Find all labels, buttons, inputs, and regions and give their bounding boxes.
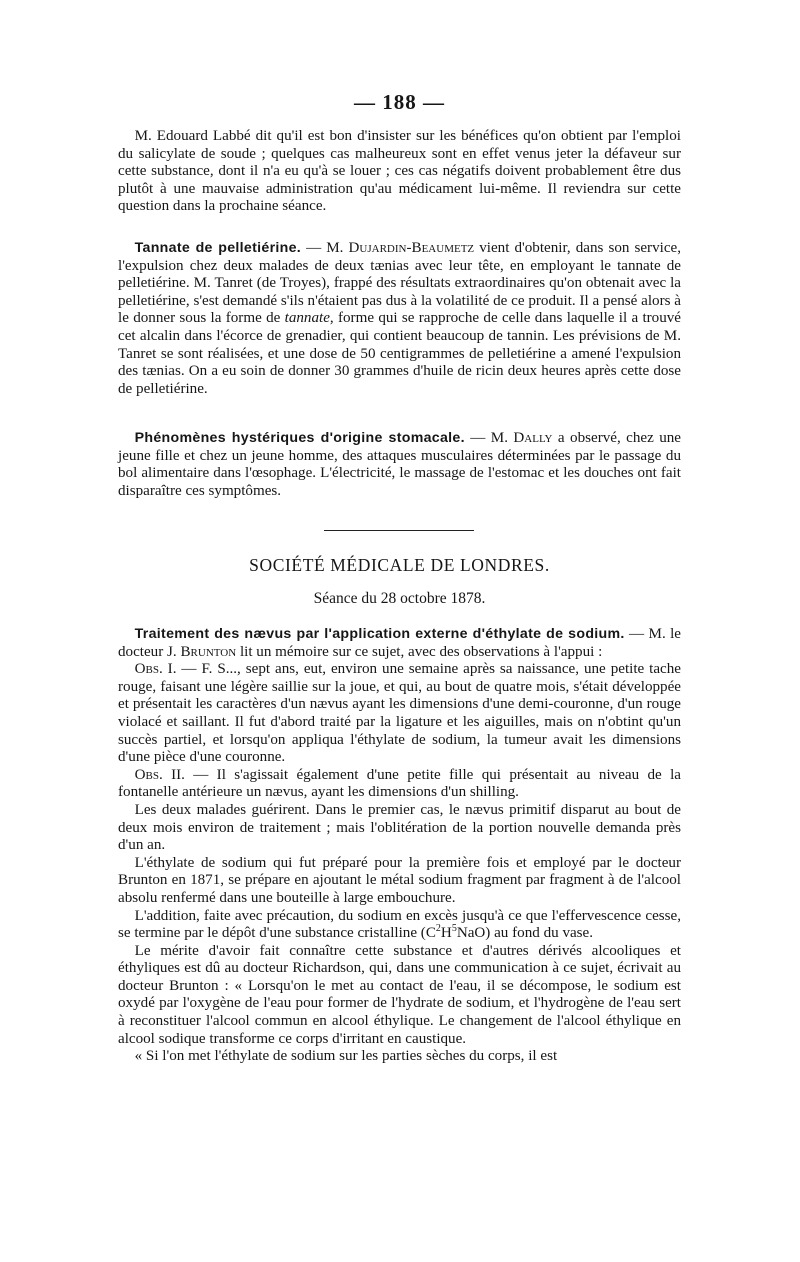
paragraph-text: a observé, chez une jeune fille et chez un jeune homme, des attaques musculaires déterminées par le passage du bol alimentaire dans l'œsophage. L'électricité, le massage de l'estomac et les douches ont fait disparaître ces symptômes. [118,430,681,499]
society-title: SOCIÉTÉ MÉDICALE DE LONDRES. [249,555,550,575]
paragraph-text: L'addition, faite avec précaution, du sodium en excès jusqu'à ce que l'effervescence cesse, se termine par le dépôt d'une substance cristalline (C [118,907,681,942]
author-name: Dujardin-Beaumetz [348,240,475,256]
heading-dash: — M. [301,240,349,256]
section-naevus [118,626,681,1066]
formula-text: H [440,925,452,942]
author-name: Brunton [180,643,237,660]
italic-term: tannate [284,310,330,327]
paragraph-text: , forme qui se rapproche de celle dans laquelle il a trouvé cet alcalin dans l'écorce de grenadier, qui contient beaucoup de tannin. Les prévisions de M. Tanret se sont réalisées, et une dose de 50 centigrammes de pelletiérine a amené l'expulsion des tænias. On a eu soin de donner 30 grammes d'huile de ricin deux heures après cette dose de pelletiérine. [118,310,682,397]
observation-text: . II. — Il s'agissait également d'une petite fille qui présentait au niveau de la fontanelle antérieure un nævus, ayant les dimensions d'un shilling. [118,766,681,801]
paragraph-text: « Si l'on met l'éthylate de sodium sur les parties sèches du corps, il est [134,1048,558,1065]
formula-subscript: 2 [435,923,441,935]
observation-label: Obs [134,766,159,783]
paragraph-text: Les deux malades guérirent. Dans le premier cas, le nævus primitif disparut au bout de deux mois environ de traitement ; mais l'oblitération de la portion nouvelle demanda près d'un an. [118,801,681,854]
heading-dash: — M. le docteur J. [118,626,681,660]
paragraph-labbe [118,128,681,216]
observation-text: . I. — F. S..., sept ans, eut, environ une semaine après sa naissance, une petite tache rouge, faisant une légère saillie sur la joue, et qui, au bout de quatre mois, s'était développée et présentait les caractères d'un nævus ayant les dimensions d'une demi-couronne, d'un rouge violacé et saillant. Il fut d'abord traité par la ligature et les aiguilles, mais on n'obtint qu'un succès partiel, et lorsqu'on appliqua l'éthylate de sodium, la tumeur avait les dimensions d'une pièce d'une couronne. [118,661,681,766]
page-number: — 188 — [354,90,445,114]
section-tannate [118,240,681,398]
section-heading: Tannate de pelletiérine. [134,240,302,256]
paragraph-text: lit un mémoire sur ce sujet, avec des observations à l'appui : [236,643,603,660]
paragraph-text: Le mérite d'avoir fait connaître cette substance et d'autres dérivés alcooliques et éthyliques est dû au docteur Richardson, qui, dans une communication à ce sujet, écrivait au docteur Brunton : « Lorsqu'on le met au contact de l'eau, il se décompose, le sodium est oxydé par l'oxygène de l'eau pour former de l'hydrate de sodium, et l'hydrogène de l'eau sert à reconstituer l'alcool commun en alcool éthylique. Le changement de l'alcool éthylique en alcool sodique transforme ce corps d'irritant en caustique. [118,942,681,1047]
paragraph-text: vient d'obtenir, dans son service, l'expulsion chez deux malades de deux tænias avec leur tête, en employant le tannate de pelletiérine. M. Tanret (de Troyes), frappé des résultats extraordinaires qu'on obtenait avec la pelletiérine, s'est demandé s'ils n'étaient pas dus à la volatilité de ce produit. Il a pensé alors à le donner sous la forme de [118,240,681,327]
author-name: Dally [513,430,553,446]
observation-label: Obs [134,661,159,678]
seance-date: Séance du 28 octobre 1878. [313,590,486,607]
heading-dash: — M. [464,430,514,446]
paragraph-text: M. Edouard Labbé dit qu'il est bon d'insister sur les bénéfices qu'on obtient par l'emploi du salicylate de soude ; quelques cas malheureux sont en effet venus jeter la défaveur sur cette substance, dont il n'a eu qu'à se louer ; ces cas négatifs doivent probablement être dus plutôt à une mauvaise administration qu'au médicament lui-même. Il reviendra sur cette question dans la prochaine séance. [118,128,681,215]
paragraph-text: NaO) au fond du vase. [456,925,594,942]
section-hysteriques [118,430,681,500]
paragraph-text: L'éthylate de sodium qui fut préparé pour la première fois et employé par le docteur Brunton en 1871, se prépare en ajoutant le métal sodium fragment par fragment à de l'alcool absolu renfermé dans une bouteille à large embouchure. [118,854,681,906]
section-heading: Phénomènes hystériques d'origine stomacale. [134,430,465,446]
formula-subscript: 5 [451,923,457,935]
section-divider [324,530,474,531]
section-heading: Traitement des nævus par l'application externe d'éthylate de sodium. [134,626,625,642]
